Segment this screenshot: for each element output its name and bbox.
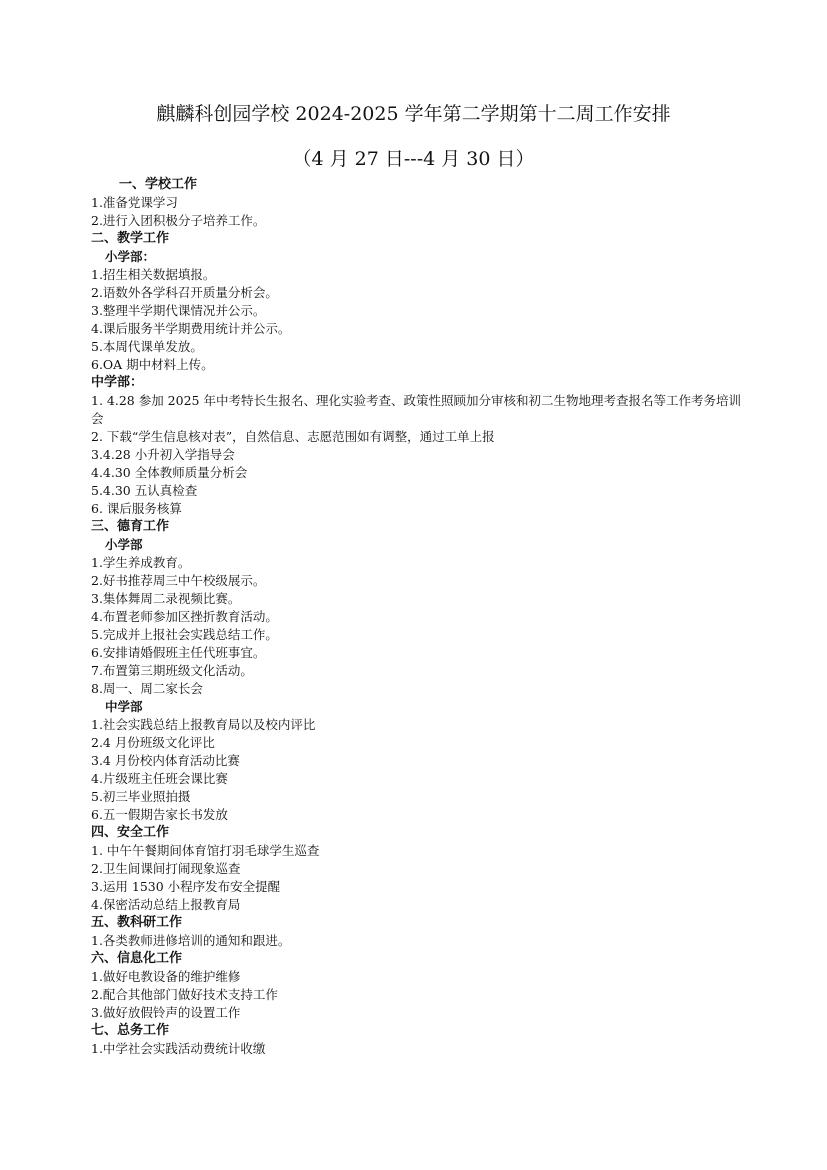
list-item: 2.卫生间课间打闹现象巡查 bbox=[91, 861, 241, 876]
list-item: 3.集体舞周二录视频比赛。 bbox=[91, 591, 241, 606]
subsection-middle: 中学部 bbox=[105, 699, 143, 714]
list-item: 2.4 月份班级文化评比 bbox=[91, 735, 215, 750]
document-body bbox=[91, 176, 751, 1058]
page-title: 麒麟科创园学校 2024-2025 学年第二学期第十二周工作安排 bbox=[156, 103, 671, 125]
list-item: 4.布置老师参加区挫折教育活动。 bbox=[91, 609, 278, 624]
list-item: 4.保密活动总结上报教育局 bbox=[91, 897, 241, 912]
section-heading-general: 七、总务工作 bbox=[91, 1023, 170, 1038]
section-heading-moral: 三、德育工作 bbox=[91, 519, 170, 534]
date-range: （4 月 27 日---4 月 30 日） bbox=[292, 148, 535, 170]
list-item: 2.进行入团积极分子培养工作。 bbox=[91, 213, 266, 228]
section-heading-school: 一、学校工作 bbox=[119, 177, 198, 192]
subsection-primary: 小学部： bbox=[105, 249, 156, 264]
list-item: 3.做好放假铃声的设置工作 bbox=[91, 1005, 241, 1020]
list-item: 5.本周代课单发放。 bbox=[91, 339, 203, 354]
subsection-primary: 小学部 bbox=[105, 537, 143, 552]
list-item: 2.好书推荐周三中午校级展示。 bbox=[91, 573, 266, 588]
list-item: 2.语数外各学科召开质量分析会。 bbox=[91, 285, 278, 300]
list-item: 1.中学社会实践活动费统计收缴 bbox=[91, 1041, 266, 1056]
list-item: 3.运用 1530 小程序发布安全提醒 bbox=[91, 879, 281, 894]
list-item: 4.片级班主任班会课比赛 bbox=[91, 771, 228, 786]
list-item: 3.4.28 小升初入学指导会 bbox=[91, 447, 235, 462]
list-item: 1.各类教师进修培训的通知和跟进。 bbox=[91, 933, 291, 948]
list-item: 6.安排请婚假班主任代班事宜。 bbox=[91, 645, 266, 660]
list-item: 1.做好电教设备的维护维修 bbox=[91, 969, 241, 984]
list-item: 2. 下载“学生信息核对表”，自然信息、志愿范围如有调整，通过工单上报 bbox=[91, 429, 495, 444]
list-item: 5.4.30 五认真检查 bbox=[91, 483, 198, 498]
list-item: 1. 中午午餐期间体育馆打羽毛球学生巡查 bbox=[91, 843, 320, 858]
list-item: 1.准备党课学习 bbox=[91, 195, 178, 210]
list-item: 1.学生养成教育。 bbox=[91, 555, 191, 570]
subsection-middle: 中学部： bbox=[91, 375, 144, 390]
list-item: 6.OA 期中材料上传。 bbox=[91, 357, 214, 372]
section-heading-teaching: 二、教学工作 bbox=[91, 231, 170, 246]
list-item: 6.五一假期告家长书发放 bbox=[91, 807, 228, 822]
section-heading-it: 六、信息化工作 bbox=[91, 951, 183, 966]
list-item: 1.招生相关数据填报。 bbox=[91, 267, 216, 282]
list-item: 7.布置第三期班级文化活动。 bbox=[91, 663, 253, 678]
list-item: 1.社会实践总结上报教育局以及校内评比 bbox=[91, 717, 316, 732]
list-item: 4.课后服务半学期费用统计并公示。 bbox=[91, 321, 291, 336]
section-heading-research: 五、教科研工作 bbox=[91, 915, 183, 930]
list-item: 4.4.30 全体教师质量分析会 bbox=[91, 465, 248, 480]
list-item: 3.4 月份校内体育活动比赛 bbox=[91, 753, 240, 768]
list-item: 3.整理半学期代课情况并公示。 bbox=[91, 303, 266, 318]
section-heading-safety: 四、安全工作 bbox=[91, 825, 170, 840]
list-item: 5.完成并上报社会实践总结工作。 bbox=[91, 627, 278, 642]
list-item: 6. 课后服务核算 bbox=[91, 501, 182, 516]
list-item: 8.周一、周二家长会 bbox=[91, 681, 203, 696]
list-item: 5.初三毕业照拍摄 bbox=[91, 789, 191, 804]
list-item: 2.配合其他部门做好技术支持工作 bbox=[91, 987, 278, 1002]
list-item: 1. 4.28 参加 2025 年中考特长生报名、理化实验考查、政策性照顾加分审核和初二生物地理考查报名等工作考务培训会 bbox=[91, 393, 741, 426]
